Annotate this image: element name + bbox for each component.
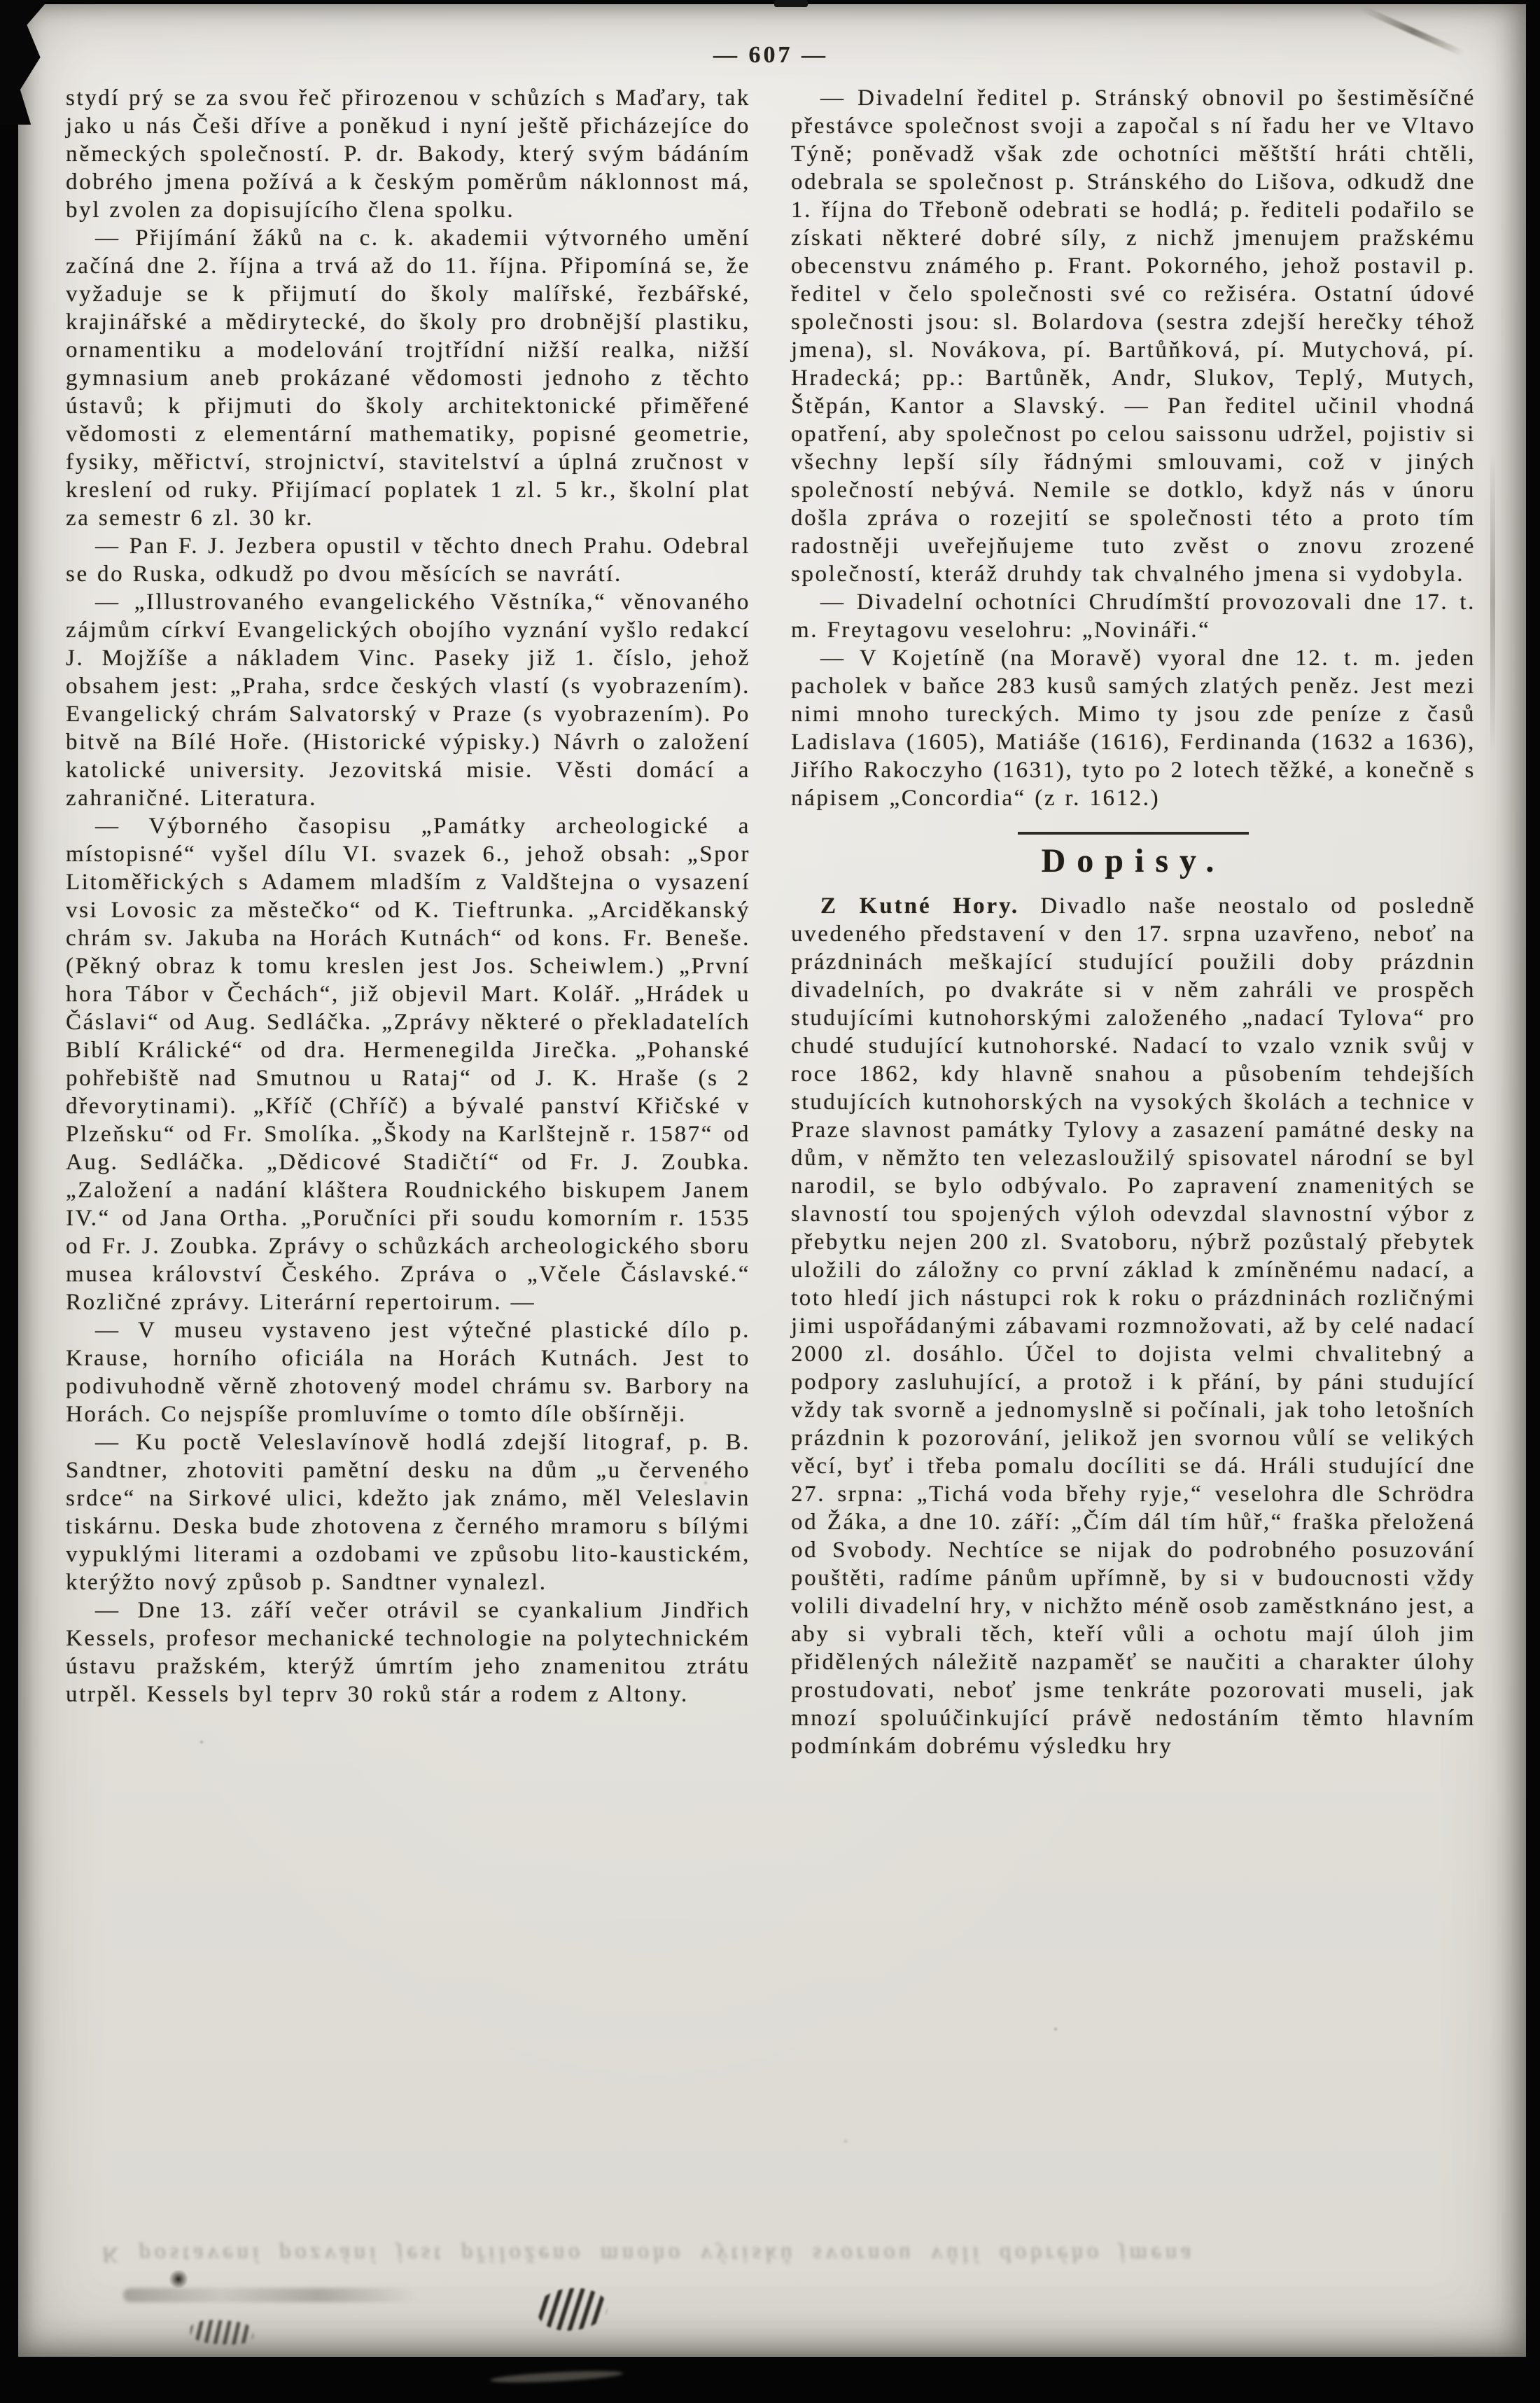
scan-edge-mark [774,0,808,7]
ink-mark [190,2319,254,2346]
ink-smudge [536,2284,610,2334]
page-number: — 607 — [713,42,828,68]
ink-dot [168,2270,189,2288]
letter-dateline: Z Kutné Hory. [820,893,1020,919]
paragraph: — Ku poctě Veleslavínově hodlá zdejší litograf, p. B. Sandtner, zhotoviti pamětní desku na dům „u červeného srdce“ na Sirkové ulici, kdežto jak známo, měl Veleslavin tiskárnu. Deska bude zhotovena z černého mramoru s bílými vypuklými literami a ozdobami ve způsobu lito-kaustickém, kterýžto nový způsob p. Sandtner vynalezl. [66,1430,750,1595]
text-columns [66,84,1476,1760]
page-content [18,4,1526,1760]
paragraph: — V museu vystaveno jest výtečné plastické dílo p. Krause, horního oficiála na Horách Kutnách. Jest to podivuhodně věrně zhotovený model chrámu sv. Barbory na Horách. Co nejspíše promluvíme o tomto díle obšírněji. [66,1318,750,1427]
paragraph: — Přijímání žáků na c. k. akademii výtvorného umění začíná dne 2. října a trvá až do 11. října. Připomíná se, že vyžaduje se k přijmutí do školy malířské, řezbářské, krajinářské a mědirytecké, do školy pro drobnější plastiku, ornamentiku a modelování trojtřídní nižší realka, nižší gymnasium aneb prokázané vědomosti jednoho z těchto ústavů; k přijmuti do školy architektonické přiměřené vědomosti z elementární mathematiky, popisné geometrie, fysiky, měřictví, strojnictví, stavitelství a úplná zručnost v kreslení od ruky. Přijímací poplatek 1 zl. 5 kr., školní plat za semestr 6 zl. 30 kr. [66,225,750,531]
letter-paragraph [791,892,1476,1760]
paragraph: — Dne 13. září večer otrávil se cyankalium Jindřich Kessels, profesor mechanické technologie na polytechnickém ústavu pražském, kterýž úmrtím jeho znamenitou ztrátu utrpěl. Kessels byl teprv 30 roků stár a rodem z Altony. [66,1598,750,1707]
paragraph-continuation: stydí prý se za svou řeč přirozenou v schůzích s Maďary, tak jako u nás Češi dříve a poněkud i nyní ještě přicházejíce do německých společností. P. dr. Bakody, který svým bádáním dobrého jmena požívá a k českým poměrům náklonnost má, byl zvolen za dopisujícího člena spolku. [66,85,750,223]
paragraph: — Pan F. J. Jezbera opustil v těchto dnech Prahu. Odebral se do Ruska, odkudž po dvou měsících se navrátí. [66,534,750,587]
section-divider [1018,832,1249,835]
scan-bottom-mark [490,2369,623,2385]
paragraph: — Výborného časopisu „Památky archeologické a místopisné“ vyšel dílu VI. svazek 6., jehož obsah: „Spor Litoměřických s Adamem mladším z Valdštejna o vysazení vsi Lovosic za městečko“ od K. Tieftrunka. „Arciděkanský chrám sv. Jakuba na Horách Kutnách“ od kons. Fr. Beneše. (Pěkný obraz k tomu kreslen jest Jos. Scheiwlem.) „První hora Tábor v Čechách“, již objevil Mart. Kolář. „Hrádek u Čáslavi“ od Aug. Sedláčka. „Zprávy některé o překladatelích Biblí Králické“ od dra. Hermenegilda Jirečka. „Pohanské pohřebiště nad Smutnou u Rataj“ od J. K. Hraše (s 2 dřevorytinami). „Kříč (Chříč) a bývalé panství Křičské v Plzeňsku“ od Fr. Smolíka. „Škody na Karlštejně r. 1587“ od Aug. Sedláčka. „Dědicové Stadičtí“ od Fr. J. Zoubka. „Založení a nadání kláštera Roudnického biskupem Janem IV.“ od Jana Ortha. „Poručníci při soudu komorním r. 1535 od Fr. J. Zoubka. Zprávy o schůzkách archeologického sboru musea království Českého. Zpráva o „Včele Čáslavské.“ Rozličné zprávy. Literární repertoirum. — [66,814,750,1315]
paragraph: — V Kojetíně (na Moravě) vyoral dne 12. t. m. jeden pacholek v baňce 283 kusů samých zlatých peněz. Jest mezi nimi mnoho tureckých. Mimo ty jsou zde peníze z časů Ladislava (1605), Matiáše (1616), Ferdinanda (1632 a 1636), Jiřího Rakoczyho (1631), tyto po 2 lotech těžké, a konečně s nápisem „Concordia“ (z r. 1612.) [791,646,1476,811]
section-heading: Dopisy. [1041,842,1226,879]
paragraph: — Divadelní ředitel p. Stránský obnovil po šestiměsíčné přestávce společnost svoji a započal s ní řadu her ve Vltavo Týně; poněvadž však zde ochotníci měštští hráti chtěli, odebrala se společnost p. Stránského do Lišova, odkudž dne 1. října do Třeboně odebrati se hodlá; p. řediteli podařilo se získati některé dobré síly, z nichž jmenujem pražskému obecenstvu známého p. Frant. Pokorného, jehož postavil p. ředitel v čelo společnosti své co režiséra. Ostatní údové společnosti jsou: sl. Bolardova (sestra zdejší herečky téhož jmena), sl. Novákova, pí. Bartůňková, pí. Mutychová, pí. Hradecká; pp.: Bartůněk, Andr, Slukov, Teplý, Mutych, Štěpán, Kantor a Slavský. — Pan ředitel učinil vhodná opatření, aby společnost po celou saissonu udržel, pojistiv si všechny lepší síly řádnými smlouvami, což v jiných společností nebývá. Nemile se dotklo, když nás v únoru došla zpráva o rozejití se společnosti této a proto tím radostněji uveřejňujeme tuto zvěst o znovu zrozené společností, kteráž druhdy tak chvalného jmena si vydobyla. [791,85,1476,587]
letter-body: Divadlo naše neostalo od posledně uvedeného představení v den 17. srpna uzavřeno, neboť na prázdninách meškající studující použili doby prázdnin divadelních, po dvakráte si v něm zahráli ve prospěch studujícími kutnohorskými založeného „nadací Tylova“ pro chudé studující kutnohorské. Nadací to vzalo vznik svůj v roce 1862, kdy hlavně snahou a působením tehdejších studujících kutnohorských na vysokých školách a technice v Praze slavnost památky Tylovy a zasazení památné desky na dům, v němžto ten velezasloužilý spisovatel národní se byl narodil, se bylo odbývalo. Po zapravení znamenitých se slavností tou spojených výloh odevzdal slavnostní výbor z přebytku nejen 200 zl. Svatoboru, nýbrž pozůstalý přebytek uložili do záložny co první základ k zmíněnému nadací, a toto hledí jich nástupci rok k roku o prázdninách rozličnými jimi uspořádanými zábavami rozmnožovati, až by celé nadací 2000 zl. dosáhlo. Účel to dojista velmi chvalitebný a podpory zasluhující, a protož i k přání, by páni studující vždy tak svorně a jednomyslně si počínali, jak toho letošních prázdnin k pozorování, jelikož jen svornou vůlí se velikých věcí, byť i třeba pomalu docíliti se dá. Hráli studující dne 27. srpna: „Tichá voda břehy ryje,“ veselohra dle Schrödra od Žáka, a dne 10. září: „Čím dál tím hůř,“ fraška přeložená od Svobody. Nechtíce se nijak do podrobného posuzování pouštěti, radíme pánům upřímně, by si v budoucnosti vždy volili divadelní hry, v nichžto méně osob zaměstknáno jest, a aby si vybrali těch, kteří vůli a ochotu mají úloh jim přidělených náležitě nazpaměť se naučiti a charakter úlohy prostudovati, neboť jsme tenkráte pozorovati museli, jak mnozí spoluúčinkující právě nedostáním těmto hlavním podmínkám dobrému výsledku hry [791,893,1476,1759]
left-column [66,84,750,1708]
paragraph: — Divadelní ochotníci Chrudímští provozovali dne 17. t. m. Freytagovu veselohru: „Novináři.“ [791,590,1476,643]
right-column [791,84,1476,1760]
paragraph: — „Illustrovaného evangelického Věstníka,“ věnovaného zájmům církví Evangelických obojího vyznání vyšlo redakcí J. Mojžíše a nákladem Vinc. Paseky již 1. číslo, jehož obsahem jest: „Praha, srdce českých vlastí (s vyobrazením). Evangelický chrám Salvatorský v Praze (s vyobrazením). Po bitvě na Bílé Hoře. (Historické výpisky.) Návrh o založení katolické university. Jezovitská misie. Věsti domácí a zahraničné. Literatura. [66,590,750,811]
print-bleed-through-line: K postavení pozvání jest přiloženo mnoho výtisků svornou vůlí dobrého jmena [101,2243,1196,2268]
print-bleed-through-smear [123,2288,417,2302]
scanned-newspaper-page [18,4,1526,2357]
scan-edge-streak [1490,452,1495,753]
